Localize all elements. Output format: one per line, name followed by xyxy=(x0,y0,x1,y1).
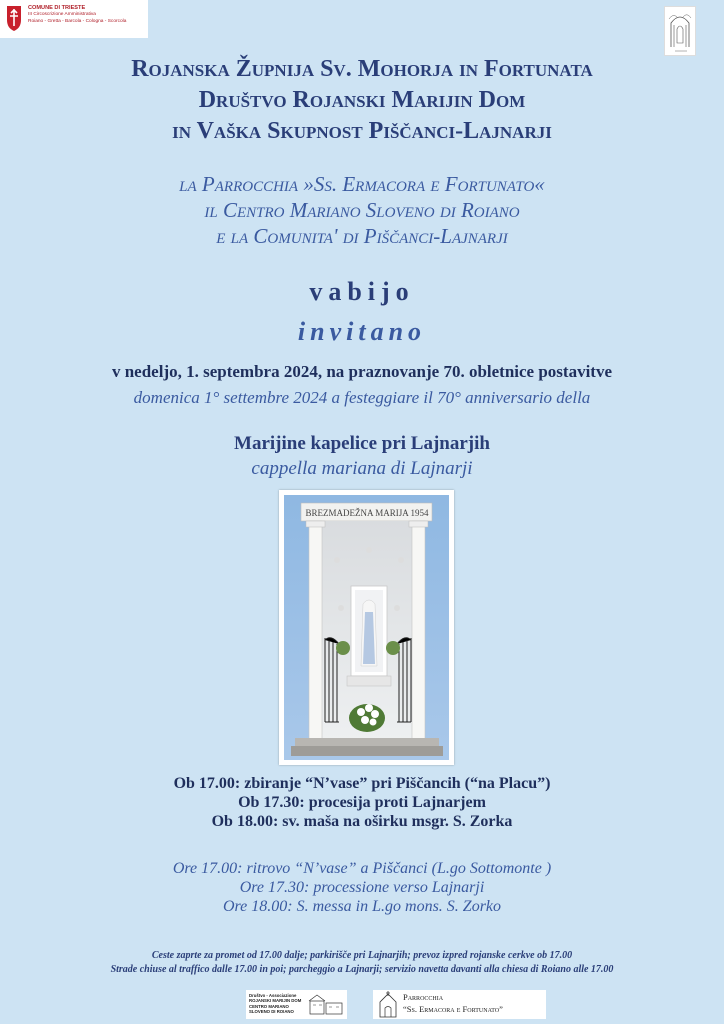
header-italian-line-3: e la Comunita' di Piščanci-Lajnarji xyxy=(216,224,508,248)
chapel-title-italian: cappella mariana di Lajnarji xyxy=(251,458,473,479)
schedule-slovene-item-2: Ob 17.30: procesija proti Lajnarjem xyxy=(238,794,486,811)
chapel-inscription: BREZMADEŽNA MARIJA 1954 xyxy=(305,508,429,518)
date-slovene: v nedeljo, 1. septembra 2024, na praznovanje 70. obletnice postavitve xyxy=(111,362,613,381)
schedule-slovene-item-1: Ob 17.00: zbiranje “N’vase” pri Piščancih (“na Placu”) xyxy=(173,775,551,792)
trieste-halberd-shield-icon xyxy=(6,4,22,32)
traffic-note-slovene: Ceste zaprte za promet od 17.00 dalje; parkirišče pri Lajnarjih; prevoz izpred rojanske cerkve ob 17.00 xyxy=(151,950,573,961)
schedule-italian xyxy=(0,859,724,916)
building-sketch-icon xyxy=(308,993,344,1016)
assoc-line-1: Društvo - Associazione xyxy=(249,993,297,998)
chapel-sketch-logo xyxy=(664,6,696,56)
invite-italian: invitano xyxy=(297,317,427,346)
logo-line-2: III Circoscrizione Amministrativa xyxy=(28,12,96,17)
chapel-photo xyxy=(279,490,454,765)
header-slovene-line-1: Rojanska Župnija Sv. Mohorja in Fortunata xyxy=(131,56,593,82)
logo-line-1: COMUNE DI TRIESTE xyxy=(28,5,86,11)
marian-chapel-illustration xyxy=(279,490,454,765)
rojanski-marijin-dom-logo xyxy=(246,990,347,1019)
schedule-italian-item-1: Ore 17.00: ritrovo “N’vase” a Piščanci (L.go Sottomonte ) xyxy=(172,860,552,877)
header-italian-line-1: la Parrocchia »Ss. Ermacora e Fortunato« xyxy=(179,172,545,196)
church-sketch-icon xyxy=(376,991,400,1018)
chapel-title-slovene: Marijine kapelice pri Lajnarjih xyxy=(234,433,490,454)
header-slovene-line-2: Društvo Rojanski Marijin Dom xyxy=(198,87,526,113)
assoc-line-2: ROJANSKI MARIJIN DOM xyxy=(249,998,302,1004)
assoc-line-3: CENTRO MARIANO xyxy=(249,1003,289,1009)
schedule-slovene xyxy=(0,774,724,831)
parish-line-1: Parrocchia xyxy=(403,992,444,1002)
schedule-slovene-item-3: Ob 18.00: sv. maša na oširku msgr. S. Zorka xyxy=(211,813,513,830)
date-italian: domenica 1° settembre 2024 a festeggiare il 70° anniversario della xyxy=(133,388,591,407)
parrocchia-logo xyxy=(373,990,546,1019)
header-italian-line-2: il Centro Mariano Sloveno di Roiano xyxy=(204,198,520,222)
header-slovene-line-3: in Vaška Skupnost Piščanci-Lajnarji xyxy=(172,118,552,144)
invite-slovene: vabijo xyxy=(309,277,415,306)
parish-line-2: “Ss. Ermacora e Fortunato” xyxy=(403,1004,503,1014)
comune-di-trieste-logo xyxy=(0,0,148,38)
schedule-italian-item-3: Ore 18.00: S. messa in L.go mons. S. Zorko xyxy=(222,898,502,915)
assoc-line-4: SLOVENO DI ROIANO xyxy=(249,1008,294,1014)
chapel-sketch-icon xyxy=(665,7,695,55)
header-italian xyxy=(0,171,724,249)
traffic-note-italian: Strade chiuse al traffico dalle 17.00 in poi; parcheggio a Lajnarji; servizio navetta davanti alla chiesa di Roiano alle 17.00 xyxy=(110,964,614,975)
logo-line-3: Roiano - Gretta - Barcola - Cologna - Scorcola xyxy=(28,18,127,24)
schedule-italian-item-2: Ore 17.30: processione verso Lajnarji xyxy=(239,879,485,896)
header-slovene xyxy=(0,54,724,147)
